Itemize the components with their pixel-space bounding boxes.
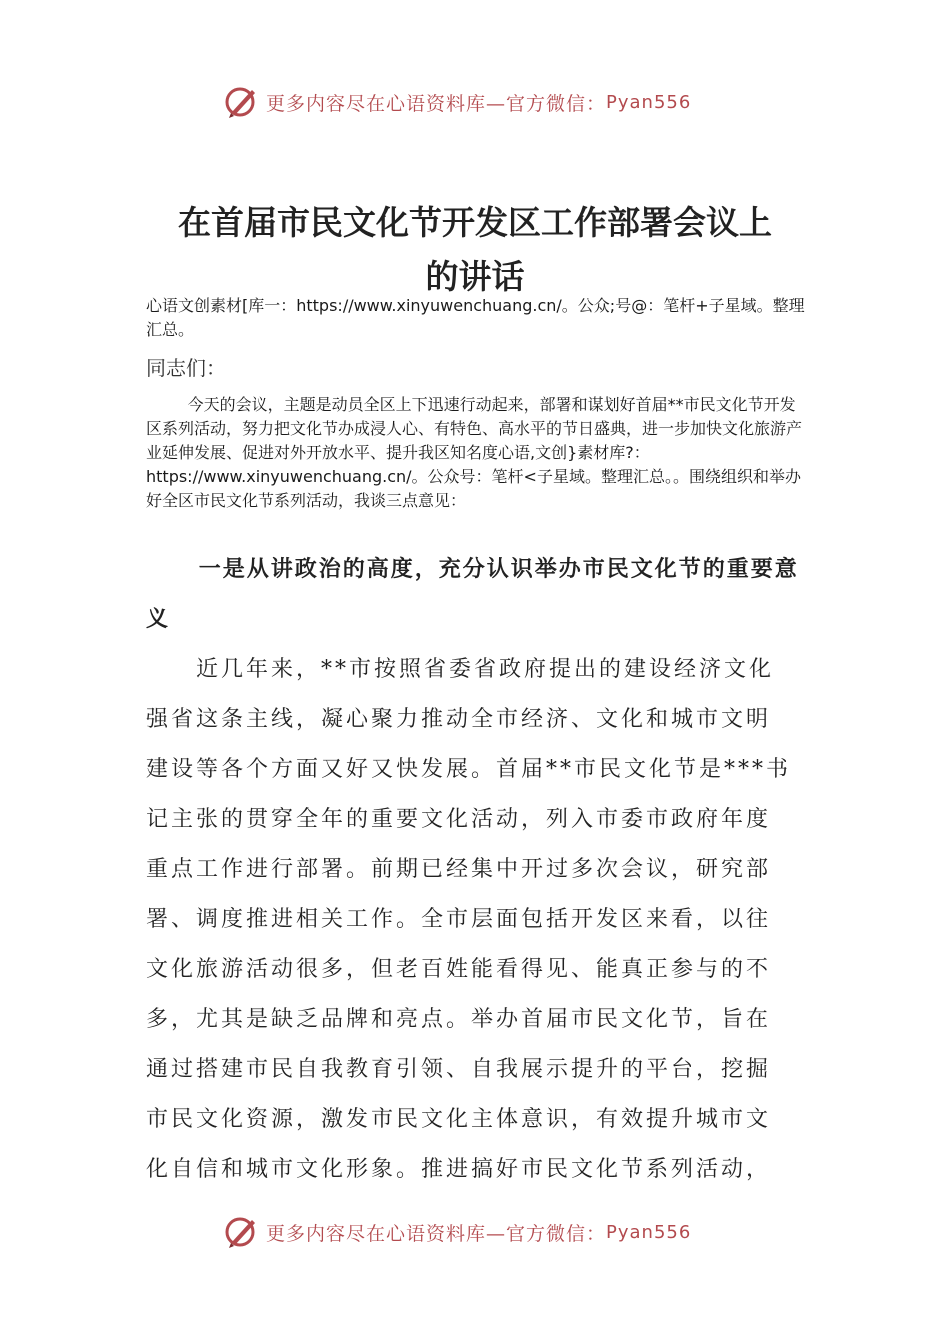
title-line: 在首届市民文化节开发区工作部署会议上 xyxy=(178,203,772,242)
body-line: 多，尤其是缺乏品牌和亮点。举办首届市民文化节，旨在 xyxy=(146,1007,772,1032)
title-line: 的讲话 xyxy=(425,257,525,296)
watermark-contact: Pyan556 xyxy=(606,91,692,113)
body-line: 署、调度推进相关工作。全市层面包括开发区来看，以往 xyxy=(146,907,772,932)
body-line: 市民文化资源，激发市民文化主体意识，有效提升城市文 xyxy=(146,1107,772,1132)
body-line: 强省这条主线，凝心聚力推动全市经济、文化和城市文明 xyxy=(146,707,772,732)
header-watermark-banner xyxy=(222,80,742,124)
footer-watermark-banner xyxy=(222,1210,742,1254)
watermark-contact: Pyan556 xyxy=(606,1221,692,1243)
source-note: 心语文创素材[库一：https://www.xinyuwenchuang.cn/。公众;号@：笔杆+子星域。整理汇总。 xyxy=(146,296,805,339)
body-line: 重点工作进行部署。前期已经集中开过多次会议，研究部 xyxy=(146,857,772,882)
body-paragraph xyxy=(146,645,796,1195)
body-line: 记主张的贯穿全年的重要文化活动，列入市委市政府年度 xyxy=(146,807,772,832)
greeting: 同志们： xyxy=(146,356,226,380)
body-line: 文化旅游活动很多，但老百姓能看得见、能真正参与的不 xyxy=(146,957,772,982)
pen-logo-icon xyxy=(222,1212,262,1252)
body-line: 近几年来，**市按照省委省政府提出的建设经济文化 xyxy=(196,657,775,682)
section-heading: 一是从讲政治的高度，充分认识举办市民文化节的重要意义 xyxy=(146,557,799,632)
intro-paragraph: 今天的会议，主题是动员全区上下迅速行动起来，部署和谋划好首届**市民文化节开发区系列活动，努力把文化节办成浸人心、有特色、高水平的节日盛典，进一步加快文化旅游产业延伸发展、促进对外开放水平、提升我区知名度心语,文创}素材库?：https://www.xinyuwenchuang.cn/。公众号：笔杆<子星域。整理汇总。。围绕组织和举办好全区市民文化节系列活动，我谈三点意见： xyxy=(146,395,803,510)
watermark-slogan: 更多内容尽在心语资料库—官方微信： xyxy=(266,1222,607,1245)
body-line: 通过搭建市民自我教育引领、自我展示提升的平台，挖掘 xyxy=(146,1057,772,1082)
body-line: 化自信和城市文化形象。推进搞好市民文化节系列活动， xyxy=(146,1157,772,1182)
pen-logo-icon xyxy=(222,82,262,122)
document-title xyxy=(145,196,805,304)
watermark-slogan: 更多内容尽在心语资料库—官方微信： xyxy=(266,92,607,115)
body-line: 建设等各个方面又好又快发展。首届**市民文化节是***书 xyxy=(146,757,792,782)
